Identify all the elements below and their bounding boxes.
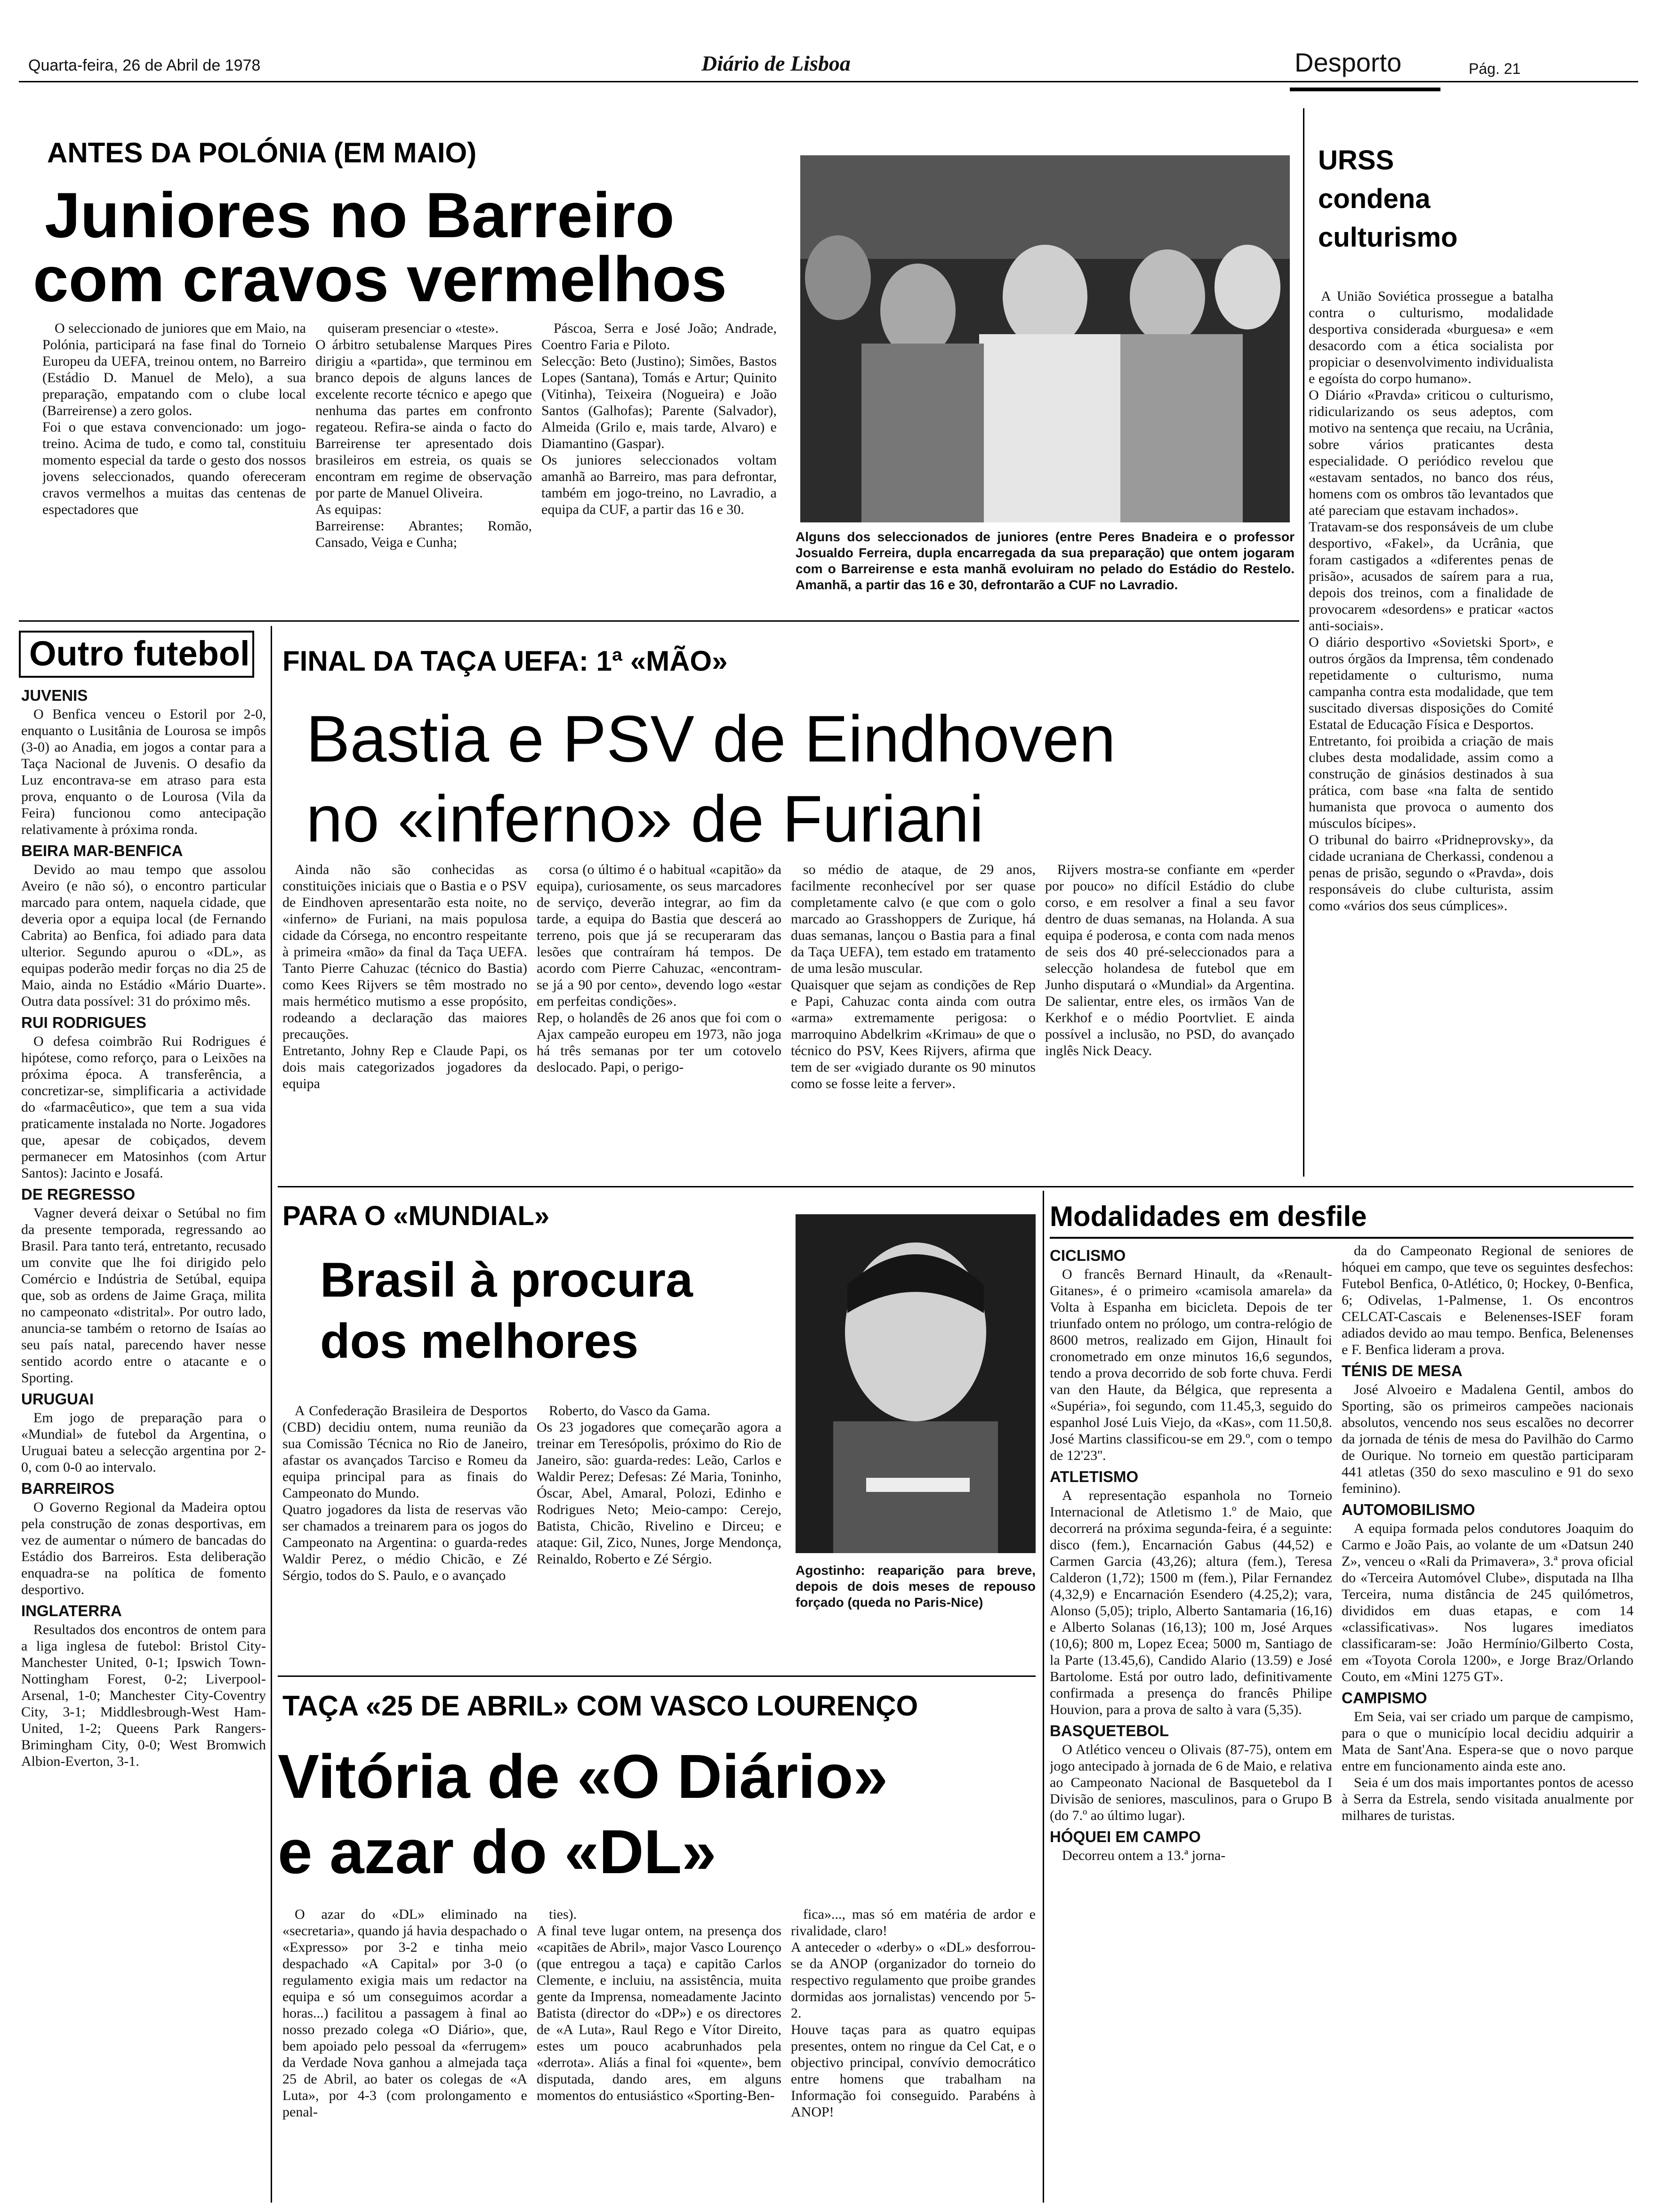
uefa-column-3-text: so médio de ataque, de 29 anos, facilmente reconhecível por ser quase completamente calvo (e que com o golo marcado ao Grasshoppers de Zurique, há duas semanas, lançou o Bastia para a final da Taça UEFA), tem estado em tratamento de uma lesão muscular. Quaisquer que sejam as condições de Rep e Papi, Cahuzac conta ainda com outra «arma» extremamente perigosa: o marroquino Abdelkrim «Krimau» de que o técnico do PSV, Kees Rijvers, afirma que tem de ser «vigiado durante os 90 minutos como se fosse leite a ferver». (791, 862, 1036, 1091)
juniores-kicker: ANTES DA POLÓNIA (EM MAIO) (47, 137, 477, 168)
juniores-photo-image (800, 155, 1290, 522)
outro-futebol-paragraph: Em jogo de preparação para o «Mundial» de futebol da Argentina, o Uruguai bateu a selecção argentina por 2-0, com 0-0 ao intervalo. (21, 1410, 266, 1475)
brasil-column-2-text: Roberto, do Vasco da Gama. Os 23 jogadores que começarão agora a treinar em Teresópolis, próximo do Rio de Janeiro, são: guarda-redes: Leão, Carlos e Waldir Perez; Defesas: Zé Maria, Toninho, Óscar, Abel, Amaral, Polozi, Edinho e Rodrigues Neto; Meio-campo: Cerejo, Batista, Chicão, Rivelino e Dirceu; e ataque: Gil, Zico, Nunes, Jorge Mendonça, Reinaldo, Roberto e Zé Sérgio. (537, 1403, 781, 1567)
outro-futebol-title: Outro futebol (29, 634, 250, 673)
brasil-bottom-rule (278, 1675, 1036, 1677)
uefa-column-4-text: Rijvers mostra-se confiante em «perder por pouco» no difícil Estádio do clube corso, e em resolver a final a seu favor dentro de duas semanas, na Holanda. A sua equipa é poderosa, e conta com nada menos de seis dos 40 pré-seleccionados para a selecção holandesa de futebol que em Junho disputará o «Mundial» da Argentina. De salientar, entre eles, os irmãos Van de Kerkhof e o médio Poortvliet. E ainda possível a inclusão, no PSD, do avançado inglês Nick Deacy. (1045, 862, 1295, 1058)
outro-futebol-paragraph: O Benfica venceu o Estoril por 2-0, enquanto o Lusitânia de Lourosa se impôs (3-0) ao Anadia, em jogos a contar para a Taça Nacional de Juvenis. O desafio da Luz encontrava-se em atraso para esta prova, enquanto o de Lourosa (Vila da Feira) funcionou como antecipação relativamente à próxima ronda. (21, 706, 266, 837)
modalidades-divider (1043, 1191, 1044, 2203)
taca-column-2-text: ties). A final teve lugar ontem, na presença dos «capitães de Abril», major Vasco Lourenço (que entregou a taça) e capitão Carlos Clemente, e incluiu, na assistência, muita gente da Imprensa, nomeadamente Jacinto Batista (director do «DP») e os directores de «A Luta», Raul Rego e Vítor Direito, estes um pouco acabrunhados pela «derrota». Aliás a final foi «quente», bem disputada, dando ares, em alguns momentos do entusiástico «Sporting-Ben- (537, 1907, 781, 2103)
juniores-title-line2: com cravos vermelhos (33, 243, 727, 315)
urss-divider (1303, 108, 1304, 1177)
modalidades-paragraph: O Atlético venceu o Olivais (87-75), ontem em jogo antecipado à jornada de 6 de Maio, e relativa ao Campeonato Nacional de Basquetebol da I Divisão de seniores, masculinos, para o Grupo B (do 7.º ao último lugar). (1050, 1742, 1332, 1823)
outro-futebol-paragraph: Resultados dos encontros de ontem para a liga inglesa de futebol: Bristol City-Manchester United, 0-1; Ipswich Town-Nottingham Forest, 0-2; Liverpool-Arsenal, 1-0; Manchester City-Coventry City, 3-1; Middlesbrough-West Ham-United, 1-2; Queens Park Rangers-Brimingham City, 0-0; West Bromwich Albion-Everton, 3-1. (21, 1622, 266, 1769)
taca-column-1-text: O azar do «DL» eliminado na «secretaria», quando já havia despachado o «Expresso» por 3-2 e tinha meio despachado «A Capital» por 3-0 (o regulamento exigia mais um redactor na equipa e só um conseguimos acordar a horas...) facilitou a passagem à final ao nosso prezado colega «O Diário», que, bem apoiado pelo pessoal da «ferrugem» da Verdade Nova ganhou a almejada taça 25 de Abril, ao bater os colegas de «A Luta», por 4-3 (com prolongamento e penal- (282, 1907, 527, 2120)
uefa-column-2 (537, 861, 781, 1172)
masthead-page-number: Pág. 21 (1469, 60, 1521, 77)
modalidades-subhead: CICLISMO (1050, 1247, 1126, 1264)
outro-futebol-subhead: DE REGRESSO (21, 1186, 136, 1203)
brasil-title-line2: dos melhores (320, 1314, 639, 1369)
uefa-column-4 (1045, 861, 1295, 1172)
modalidades-paragraph: José Alvoeiro e Madalena Gentil, ambos do Sporting, são os primeiros campeões nacionais absolutos, vencendo nos seus escalões no decorrer da jornada de ténis de mesa do Pavilhão do Carmo de Ourique. No torneio em questão participaram 441 atletas (350 do sexo masculino e 91 do sexo feminino). (1342, 1382, 1633, 1496)
urss-body-text: A União Soviética prossegue a batalha contra o culturismo, modalidade desportiva considerada «burguesa» e «em desacordo com a ética socialista por propiciar o desenvolvimento individualista e egoísta do corpo humano». O Diário «Pravda» criticou o culturismo, ridicularizando os seus adeptos, com motivo na sentença que recaiu, na Ucrânia, sobre vários praticantes desta especialidade. O periódico revelou que «estavam sentados, no banco dos réus, homens com os ombros tão levantados que até pareciam que estavam inchados». Tratavam-se dos responsáveis de um clube desportivo, «Fakel», da Ucrânia, que foram castigados a «diferentes penas de prisão», acusados de saírem para a rua, depois dos treinos, com a finalidade de provocarem «desordens» e praticar «actos anti-sociais». O diário desportivo «Sovietski Sport», e outros órgãos da Imprensa, têm condenado repetidamente o culturismo, numa campanha contra esta modalidade, que tem suscitado diversas disposições do Comité Estatal de Educação Física e Desportos. Entretanto, foi proibida a criação de mais clubes desta modalidade, assim como a construção de ginásios destinados à sua prática, com base «na falta de sentido humanista que provoca o aumento dos músculos bícipes». O tribunal do bairro «Pridneprovsky», da cidade ucraniana de Cherkassi, condenou a penas de prisão, segundo o «Pravda», dois responsáveis do clube culturista, assim como «vários dos seus cúmplices». (1309, 289, 1553, 914)
outro-futebol-paragraph: O Governo Regional da Madeira optou pela construção de zonas desportivas, em vez de aumentar o número de bancadas do Estádio dos Barreiros. Esta deliberação enquadra-se na política de fomento desportivo. (21, 1499, 266, 1597)
modalidades-paragraph: O francês Bernard Hinault, da «Renault-Gitanes», é o primeiro «camisola amarela» da Volta à Espanha em bicicleta. Depois de ter triunfado ontem no prólogo, um contra-relógio de 8600 metros, realizado em Gijon, Hinault foi cronometrado em onze minutos 16,6 segundos, tendo a prova decorrido de sob forte chuva. Ferdi van den Haute, da Bélgica, que representa a «Supéria», foi segundo, com 11.45,3, seguido do espanhol José Luis Viejo, da «Kas», com 11.50,8. José Martins classificou-se em 29.º, com o tempo de 12'23''. (1050, 1266, 1332, 1463)
outro-futebol-divider (271, 626, 272, 2203)
juniores-photo-caption: Alguns dos seleccionados de juniores (entre Peres Bnadeira e o professor Josualdo Ferreira, dupla encarregada da sua preparação) que ontem jogaram com o Barreirense e esta manhã evoluiram no pelado do Estádio do Restelo. Amanhã, a partir das 16 e 30, defrontarão a CUF no Lavradio. (796, 529, 1295, 592)
juniores-column-3 (541, 320, 777, 612)
urss-title: URSS condena culturismo (1318, 145, 1458, 253)
modalidades-subhead: ATLETISMO (1050, 1468, 1139, 1485)
taca-title-line1: Vitória de «O Diário» (278, 1742, 888, 1811)
outro-futebol-paragraph: O defesa coimbrão Rui Rodrigues é hipótese, como reforço, para o Leixões na próxima época. A transferência, a concretizar-se, simplificaria a actividade do «farmacêutico», que tem a sua vida praticamente instalada no Norte. Jogadores que, apesar de cobiçados, devem permanecer em Matosinhos (com Artur Santos): Jacinto e Josafá. (21, 1034, 266, 1181)
modalidades-column-1 (1050, 1242, 1332, 2203)
taca-column-3 (791, 1906, 1036, 2198)
juniores-column-2 (315, 320, 532, 612)
outro-futebol-subhead: INGLATERRA (21, 1602, 122, 1619)
outro-futebol-subhead: URUGUAI (21, 1390, 94, 1408)
modalidades-paragraph: Decorreu ontem a 13.ª jorna- (1062, 1848, 1226, 1863)
masthead-paper-name: Diário de Lisboa (701, 51, 851, 75)
juniores-bottom-rule (19, 620, 1299, 622)
section-rule (1290, 88, 1440, 91)
modalidades-paragraph: A equipa formada pelos condutores Joaquim do Carmo e João Pais, ao volante de um «Datsun 240 Z», venceu o «Rali da Primavera», 3.ª prova oficial do «Terceira Automóvel Clube», disputada na Ilha Terceira, numa distância de 245 quilómetros, divididos em duas etapas, e com 14 «classificativas». Nos lugares imediatos classificaram-se: João Hermínio/Gilberto Costa, em «Toyota Corola 1200», e Jorge Braz/Orlando Couto, em «Mini 1275 GT». (1342, 1521, 1633, 1684)
brasil-column-2 (537, 1403, 781, 1666)
modalidades-paragraph: da do Campeonato Regional de seniores de hóquei em campo, que teve os seguintes desfechos: Futebol Benfica, 0-Atlético, 0; Hockey, 0-Benfica, 6; Odivelas, 1-Palmense, 1. Os encontros CELCAT-Cascais e Belenenses-ISEF foram adiados devido ao mau tempo. Benfica, Belenenses e F. Benfica lideram a prova. (1342, 1243, 1633, 1357)
juniores-column-2-text: quiseram presenciar o «teste». O árbitro setubalense Marques Pires dirigiu a «partida», que terminou em branco depois de alguns lances de excelente recorte técnico e apego que nenhuma das partes em confronto regateou. Refira-se ainda o facto do Barreirense ter apresentado dois brasileiros em estreia, os quais se encontram em regime de observação por parte de Manuel Oliveira. As equipas: Barreirense: Abrantes; Romão, Cansado, Veiga e Cunha; (315, 321, 532, 550)
modalidades-column-2 (1342, 1242, 1633, 2203)
masthead-rule (19, 81, 1638, 82)
outro-futebol-paragraph: Devido ao mau tempo que assolou Aveiro (e não só), o encontro particular marcado para ontem, naquela cidade, que deveria opor a equipa local (de Fernando Cabrita) ao Benfica, foi adiado para data ulterior. Segundo apurou o «DL», as equipas poderão medir forças no dia 25 de Maio, ainda no Estádio «Mário Duarte». Outra data possível: 31 do próximo mês. (21, 862, 266, 1009)
taca-kicker: TAÇA «25 DE ABRIL» COM VASCO LOURENÇO (282, 1690, 918, 1722)
taca-column-2 (537, 1906, 781, 2198)
agostinho-photo-image (796, 1214, 1036, 1553)
uefa-kicker: FINAL DA TAÇA UEFA: 1ª «MÃO» (282, 645, 728, 677)
uefa-bottom-rule (278, 1186, 1633, 1187)
urss-body (1309, 288, 1553, 1182)
modalidades-subhead: TÉNIS DE MESA (1342, 1362, 1463, 1379)
juniores-column-1-text: O seleccionado de juniores que em Maio, na Polónia, participará na fase final do Torneio Europeu da UEFA, treinou ontem, no Barreiro (Estádio D. Manuel de Melo), a sua preparação, empatando com o clube local (Barreirense) a zero golos. Foi o que estava convencionado: um jogo-treino. Acima de tudo, e como tal, constituiu momento especial da tarde o gesto dos nossos jovens seleccionados, quando ofereceram cravos vermelhos a muitas das centenas de espectadores que (42, 321, 306, 517)
modalidades-subhead: AUTOMOBILISMO (1342, 1501, 1475, 1518)
modalidades-subhead: HÓQUEI EM CAMPO (1050, 1828, 1201, 1845)
modalidades-title-rule (1050, 1237, 1633, 1239)
taca-title-line2: e azar do «DL» (278, 1817, 716, 1886)
outro-futebol-body (21, 682, 266, 2198)
juniores-title-line1: Juniores no Barreiro (45, 179, 675, 251)
uefa-column-1 (282, 861, 527, 1172)
uefa-column-1-text: Ainda não são conhecidas as constituições iniciais que o Bastia e o PSV de Eindhoven apresentarão esta noite, no «inferno» de Furiani, na mais populosa cidade da Córsega, no encontro respeitante à primeira «mão» da final da Taça UEFA. Tanto Pierre Cahuzac (técnico do Bastia) como Kees Rijvers se têm mostrado no mais hermético mutismo a esse propósito, rodeando a declaração das maiores precauções. Entretanto, Johny Rep e Claude Papi, os dois mais categorizados jogadores da equipa (282, 862, 527, 1091)
juniores-column-1 (42, 320, 306, 612)
outro-futebol-subhead: JUVENIS (21, 687, 88, 704)
juniores-column-3-text: Páscoa, Serra e José João; Andrade, Coentro Faria e Piloto. Selecção: Beto (Justino); Simões, Bastos Lopes (Santana), Tomás e Artur; Quinito (Vitinha), Teixeira (Nogueira) e João Santos (Galhofas); Parente (Salvador), Almeida (Grilo e, mais tarde, Alvaro) e Diamantino (Gaspar). Os juniores seleccionados voltam amanhã ao Barreiro, mas para defrontar, também em jogo-treino, no Lavradio, a equipa da CUF, a partir das 16 e 30. (541, 321, 777, 517)
juniores-photo (800, 155, 1290, 522)
agostinho-photo-caption: Agostinho: reaparição para breve, depois de dois meses de repouso forçado (queda no Paris-Nice) (796, 1563, 1036, 1610)
brasil-column-1 (282, 1403, 527, 1666)
modalidades-title: Modalidades em desfile (1050, 1201, 1367, 1232)
uefa-column-3 (791, 861, 1036, 1172)
outro-futebol-subhead: BARREIROS (21, 1480, 115, 1497)
uefa-title-line1: Bastia e PSV de Eindhoven (306, 702, 1116, 776)
modalidades-subhead: BASQUETEBOL (1050, 1722, 1169, 1739)
outro-futebol-paragraph: Vagner deverá deixar o Setúbal no fim da presente temporada, regressando ao Brasil. Para tanto terá, entretanto, recusado um convite que lhe foi dirigido pelo Comércio e Indústria de Setúbal, equipa que, sob as ordens de Jaime Graça, milita no campeonato «distrital». Por outro lado, anuncia-se também o retorno de Isaías ao seu país natal, parecendo haver nesse sentido acordo entre o atacante e o Sporting. (21, 1205, 266, 1386)
modalidades-paragraph: A representação espanhola no Torneio Internacional de Atletismo 1.º de Maio, que decorrerá na próxima segunda-feira, é a seguinte: disco (fem.), Encarnación Gabus (44,52) e Carmen Garcia (43,26); altura (fem.), Teresa Calderon (1,72); 1500 m (fem.), Pilar Fernandez (4,32,9) e Encarnación Esendero (4.25,2); vara, Alonso (5,05); triplo, Alberto Santamaria (16,16) e Alberto Solanas (16,13); 100 m, José Arques (10,6); 800 m, Lopez Ecea; 5000 m, Santiago de la Parte (13.45,6), Candido Alario (13.59) e José Bartolome. Está por outro lado, definitivamente confirmada a presença do francês Philipe Houvion, para a prova de salto à vara (5,35). (1050, 1488, 1332, 1717)
modalidades-paragraph: Em Seia, vai ser criado um parque de campismo, para o que o município local decidiu adquirir a Mata de Sant'Ana. Espera-se que o novo parque entre em funcionamento ainda este ano. (1342, 1709, 1633, 1774)
outro-futebol-subhead: RUI RODRIGUES (21, 1014, 146, 1031)
brasil-title-line1: Brasil à procura (320, 1253, 693, 1307)
taca-column-1 (282, 1906, 527, 2198)
modalidades-paragraph: Seia é um dos mais importantes pontos de acesso à Serra da Estrela, sendo visitada anualmente por milhares de turistas. (1342, 1775, 1633, 1823)
masthead-section: Desporto (1295, 48, 1402, 77)
modalidades-subhead: CAMPISMO (1342, 1689, 1427, 1707)
taca-column-3-text: fica»..., mas só em matéria de ardor e rivalidade, claro! A anteceder o «derby» o «DL» desforrou-se da ANOP (organizador do torneio do respectivo regulamento que proibe grandes dormidas aos jornalistas) vencendo por 5-2. Houve taças para as quatro equipas presentes, ontem no ringue da Cel Cat, e o objectivo principal, convívio democrático entre homens que trabalham na Informação foi conseguido. Parabéns à ANOP! (791, 1907, 1036, 2120)
outro-futebol-subhead: BEIRA MAR-BENFICA (21, 842, 183, 859)
masthead-date: Quarta-feira, 26 de Abril de 1978 (28, 56, 261, 74)
brasil-column-1-text: A Confederação Brasileira de Desportos (CBD) decidiu ontem, numa reunião da sua Comissão Técnica no Rio de Janeiro, afastar os avançados Tarciso e Romeu da equipa principal para as finais do Campeonato do Mundo. Quatro jogadores da lista de reservas vão ser chamados a treinarem para os jogos do Campeonato na Argentina: o guarda-redes Waldir Perez, o médio Chicão, e Zé Sérgio, todos do S. Paulo, e o avançado (282, 1403, 527, 1583)
agostinho-photo (796, 1214, 1036, 1553)
uefa-title-line2: no «inferno» de Furiani (306, 782, 984, 856)
masthead (0, 0, 1657, 94)
uefa-column-2-text: corsa (o último é o habitual «capitão» da equipa), curiosamente, os seus marcadores de serviço, deverão integrar, ao fim da tarde, a equipa do Bastia que descerá ao terreno, pois que já se recuperaram das lesões que contraíram há tempos. De acordo com Pierre Cahuzac, «encontram-se já a 90 por cento», devendo logo «estar em perfeitas condições». Rep, o holandês de 26 anos que foi com o Ajax campeão europeu em 1973, não joga há três semanas por ter um cotovelo deslocado. Papi, o perigo- (537, 862, 781, 1075)
brasil-kicker: PARA O «MUNDIAL» (282, 1201, 550, 1231)
